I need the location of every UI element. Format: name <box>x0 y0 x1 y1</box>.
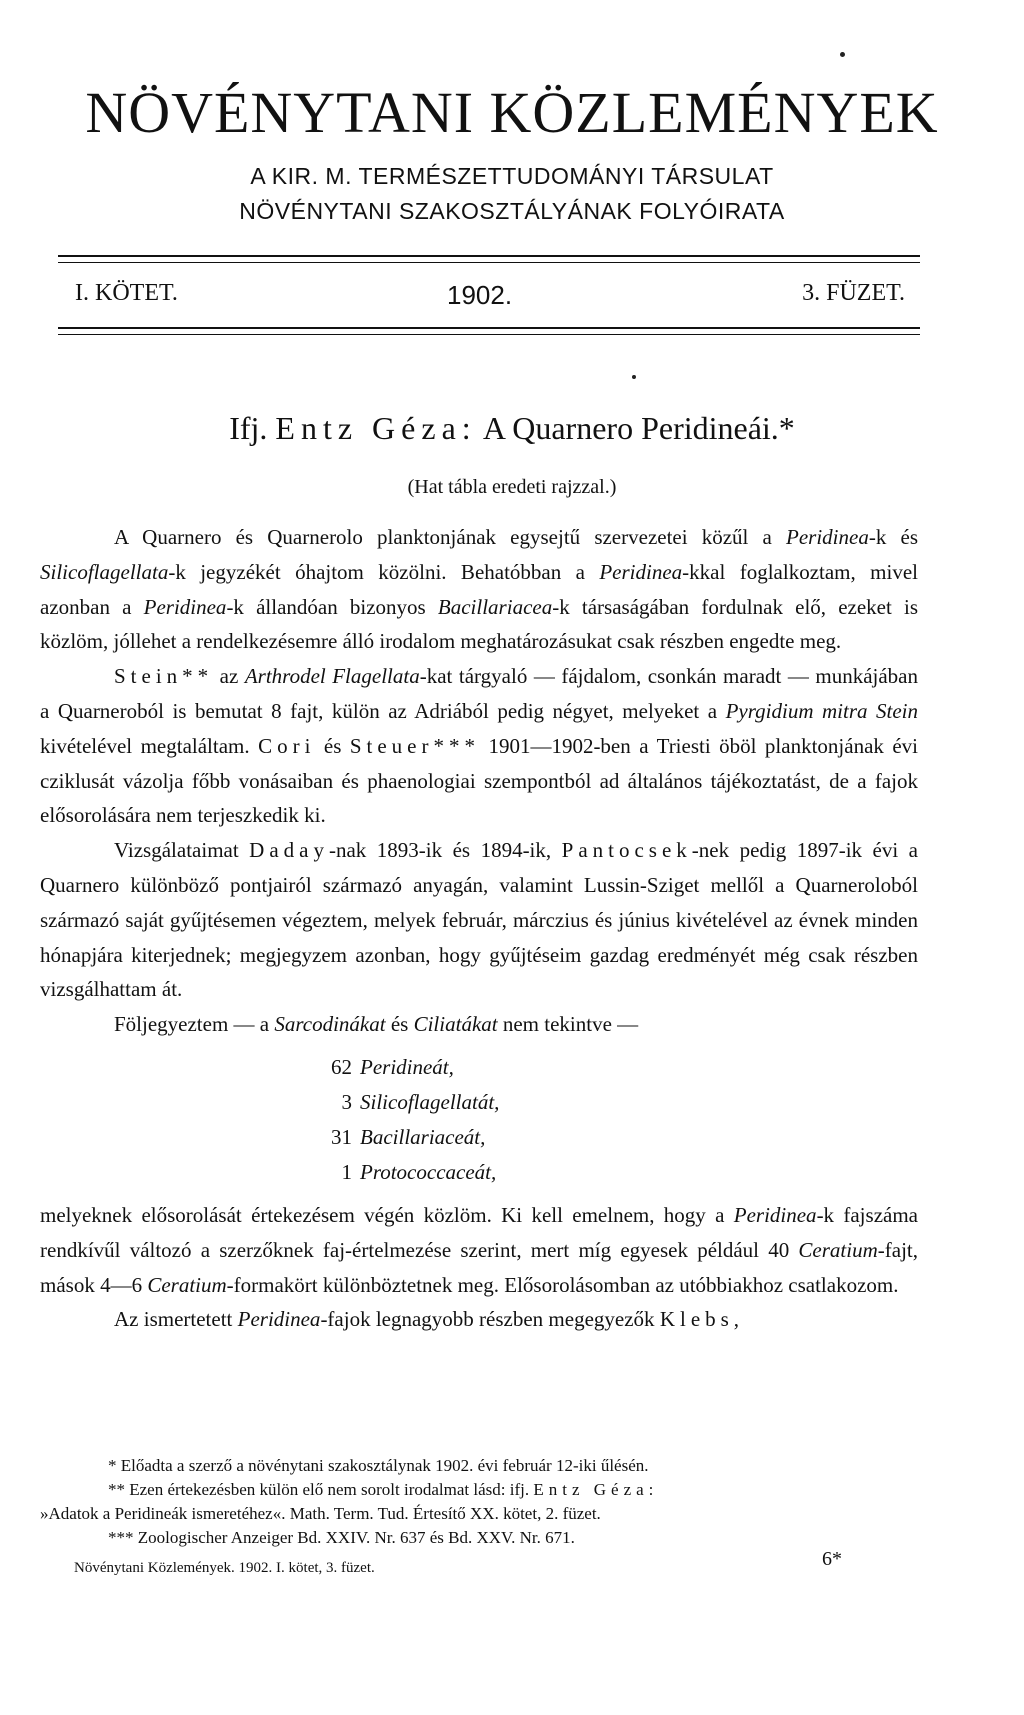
author-ref: Cori <box>258 733 316 758</box>
list-item: 31 Bacillariaceát, <box>331 1124 486 1149</box>
author-ref: Stein** <box>114 664 214 689</box>
paragraph: Az ismertetett Peridinea-fajok legnagyobb részben megegyezők Klebs, <box>114 1307 745 1332</box>
article-body <box>40 520 918 1337</box>
signature-mark: 6* <box>822 1548 842 1570</box>
issue-label: 3. FÜZET. <box>802 280 905 306</box>
footnotes <box>40 1454 920 1550</box>
footnote: *** Zoologischer Anzeiger Bd. XXIV. Nr. 637 és Bd. XXV. Nr. 671. <box>108 1528 575 1547</box>
list-item: 1 Protococcaceát, <box>341 1159 497 1184</box>
paragraph: A Quarnero és Quarnerolo planktonjának egysejtű szervezetei közűl a Peridinea-k és Silicoflagellata-k jegyzékét óhajtom közölni. Behatóbban a Peridinea-kkal foglalkoztam, mivel azonban a Peridinea-k állandóan bizonyos Bacillariacea-k társaságában fordulnak elő, ezeket is közlöm, jóllehet a rendelkezésemre álló irodalom meghatározásukat csak részben engedte meg. <box>40 525 918 654</box>
author-name: Entz Géza: <box>275 410 477 446</box>
paragraph: Följegyeztem — a Sarcodinákat és Ciliatákat nem tekintve — <box>114 1012 639 1037</box>
footnote: ** Ezen értekezésben külön elő nem sorolt irodalmat lásd: ifj. Entz Géza: <box>108 1480 659 1499</box>
volume-row <box>75 280 905 316</box>
article-title-text: A Quarnero Peridineái.* <box>482 410 795 446</box>
divider-rule <box>58 334 920 335</box>
list-item: 3 Silicoflagellatát, <box>341 1089 500 1114</box>
plates-note: (Hat tábla eredeti rajzzal.) <box>407 476 617 498</box>
divider-rule <box>58 262 920 263</box>
paragraph: melyeknek elősorolását értekezésem végén közlöm. Ki kell emelnem, hogy a Peridinea-k fajszáma rendkívűl változó a szerzőknek faj-értelmezése szerint, mert míg egyesek például 40 Ceratium-fajt, mások 4—6 Ceratium-formakört különböztetnek meg. Elősorolásomban az utóbbiakhoz csatlakozom. <box>40 1202 918 1297</box>
print-speck <box>840 52 845 57</box>
author-ref: Steuer*** <box>349 733 480 758</box>
author-ref: Pantocsek <box>561 838 692 863</box>
article-title <box>0 410 1024 447</box>
journal-subtitle-2: NÖVÉNYTANI SZAKOSZTÁLYÁNAK FOLYÓIRATA <box>239 198 785 224</box>
footnote-continuation: »Adatok a Peridineák ismeretéhez«. Math. Term. Tud. Értesítő XX. kötet, 2. füzet. <box>40 1504 601 1523</box>
paragraph: Stein** az Arthrodel Flagellata-kat tárgyaló — fájdalom, csonkán maradt — munkájában a Quarneroból is bemutat 8 fajt, külön az Adriából pedig négyet, melyeket a Pyrgidium mitra Stein kivételével megtaláltam. Cori és Steuer*** 1901—1902-ben a Triesti öböl planktonjának évi cziklusát vázolja főbb vonásaiban és phaenologiai szempontból ad általános tájékoztatást, de a fajok elősorolására nem terjeszkedik ki. <box>40 664 919 828</box>
year-label: 1902. <box>447 280 513 310</box>
journal-subtitle-1: A KIR. M. TERMÉSZETTUDOMÁNYI TÁRSULAT <box>250 163 774 189</box>
journal-title: NÖVÉNYTANI KÖZLEMÉNYEK <box>85 80 939 145</box>
print-speck <box>632 375 636 379</box>
author-ref: Klebs, <box>659 1307 745 1332</box>
author-prefix: Ifj. <box>229 410 268 446</box>
paragraph: Vizsgálataimat Daday-nak 1893-ik és 1894-ik, Pantocsek-nek pedig 1897-ik évi a Quarnero különböző pontjairól származó anyagán, valamint Lussin-Sziget mellől a Quarneroloból származó saját gyűjtésemen végeztem, melyek február, márczius és június kivételével az évnek minden hónapjára kiterjednek; megjegyzem azonban, hogy gyűjtéseim gazdag eredményét még csak részben vizsgálhattam át. <box>40 838 919 1002</box>
running-footer: Növénytani Közlemények. 1902. I. kötet, 3. füzet. <box>74 1560 375 1576</box>
species-count-list <box>40 1050 918 1190</box>
list-item: 62 Peridineát, <box>331 1054 454 1079</box>
footnote: * Előadta a szerző a növénytani szakosztálynak 1902. évi február 12-iki űlésén. <box>108 1456 649 1475</box>
divider-rule <box>58 327 920 329</box>
volume-label: I. KÖTET. <box>75 280 178 306</box>
divider-rule <box>58 255 920 257</box>
author-ref: Daday <box>249 838 329 863</box>
